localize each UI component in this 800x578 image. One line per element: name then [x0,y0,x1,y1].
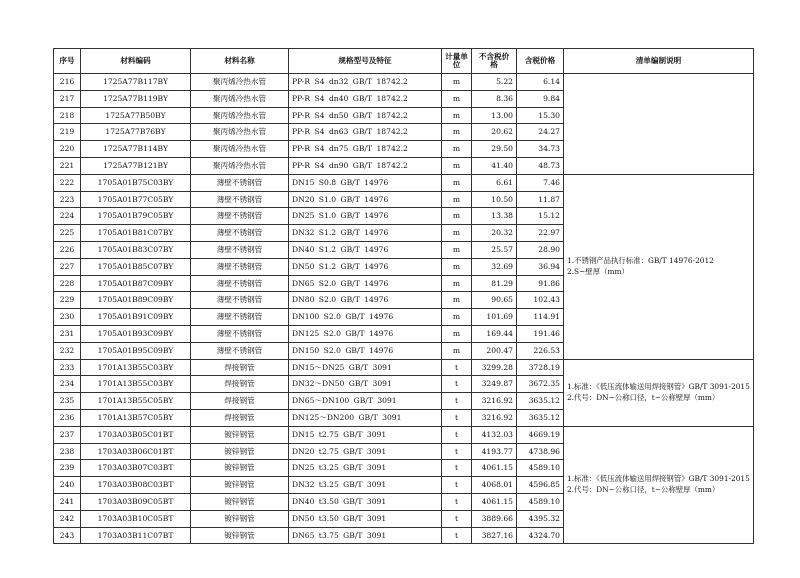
row-code: 1705A01B95C09BY [81,342,191,359]
row-unit: m [442,258,472,275]
row-unit: t [442,409,472,426]
row-spec: DN25 t3.25 GB/T 3091 [289,460,442,477]
row-spec: PP-R S4 dn32 GB/T 18742.2 [289,74,442,91]
row-price-inc: 3672.35 [517,376,564,393]
note-line: 2.代号：DN~公称口径，t~公称壁厚（mm） [567,485,720,495]
row-code: 1701A13B55C05BY [81,393,191,410]
row-price-inc: 4738.96 [517,443,564,460]
row-name: 薄壁不锈钢管 [191,309,289,326]
note-line: 1.标准：《低压流体输送用焊接钢管》GB/T 3091-2015 [567,474,750,484]
row-seq: 228 [54,275,81,292]
row-seq: 242 [54,510,81,527]
row-price-inc: 3635.12 [517,393,564,410]
row-price-inc: 191.46 [517,325,564,342]
row-seq: 235 [54,393,81,410]
row-spec: DN32 t3.25 GB/T 3091 [289,477,442,494]
row-spec: DN15 S0.8 GB/T 14976 [289,174,442,191]
header-spec: 规格型号及特征 [289,49,442,74]
row-name: 聚丙烯冷热水管 [191,90,289,107]
row-spec: DN125 S2.0 GB/T 14976 [289,325,442,342]
row-code: 1705A01B85C07BY [81,258,191,275]
row-code: 1705A01B89C09BY [81,292,191,309]
row-seq: 239 [54,460,81,477]
row-name: 薄壁不锈钢管 [191,258,289,275]
row-seq: 226 [54,241,81,258]
row-price-ex: 13.00 [472,107,517,124]
row-price-ex: 20.32 [472,225,517,242]
row-spec: DN15 t2.75 GB/T 3091 [289,426,442,443]
row-price-ex: 3216.92 [472,393,517,410]
row-price-ex: 25.57 [472,241,517,258]
row-seq: 219 [54,124,81,141]
row-code: 1725A77B76BY [81,124,191,141]
row-price-inc: 24.27 [517,124,564,141]
row-code: 1703A03B09C05BT [81,493,191,510]
row-seq: 224 [54,208,81,225]
row-code: 1701A13B55C03BY [81,359,191,376]
row-seq: 231 [54,325,81,342]
row-price-inc: 36.94 [517,258,564,275]
row-seq: 225 [54,225,81,242]
row-price-ex: 41.40 [472,157,517,174]
table-row [54,426,754,443]
row-price-inc: 7.46 [517,174,564,191]
row-spec: DN25 S1.0 GB/T 14976 [289,208,442,225]
row-unit: m [442,191,472,208]
row-name: 焊接钢管 [191,376,289,393]
row-seq: 220 [54,141,81,158]
row-name: 聚丙烯冷热水管 [191,141,289,158]
row-code: 1725A77B119BY [81,90,191,107]
row-name: 薄壁不锈钢管 [191,208,289,225]
row-price-inc: 102.43 [517,292,564,309]
row-code: 1703A03B07C03BT [81,460,191,477]
note-line: 2.代号：DN~公称口径，t~公称壁厚（mm） [567,392,720,402]
row-name: 镀锌钢管 [191,477,289,494]
row-code: 1703A03B06C01BT [81,443,191,460]
row-name: 镀锌钢管 [191,493,289,510]
row-code: 1725A77B114BY [81,141,191,158]
row-spec: PP-R S4 dn50 GB/T 18742.2 [289,107,442,124]
row-spec: PP-R S4 dn90 GB/T 18742.2 [289,157,442,174]
header-code: 材料编码 [81,49,191,74]
row-seq: 217 [54,90,81,107]
row-spec: DN65 t3.75 GB/T 3091 [289,527,442,544]
row-seq: 222 [54,174,81,191]
row-seq: 218 [54,107,81,124]
row-price-ex: 13.38 [472,208,517,225]
row-seq: 229 [54,292,81,309]
row-name: 镀锌钢管 [191,426,289,443]
row-spec: DN20 t2.75 GB/T 3091 [289,443,442,460]
row-code: 1703A03B08C03BT [81,477,191,494]
row-code: 1705A01B91C09BY [81,309,191,326]
row-spec: DN150 S2.0 GB/T 14976 [289,342,442,359]
row-unit: m [442,325,472,342]
row-name: 焊接钢管 [191,393,289,410]
row-code: 1705A01B75C03BY [81,174,191,191]
row-price-inc: 4324.70 [517,527,564,544]
row-price-ex: 10.50 [472,191,517,208]
row-unit: t [442,359,472,376]
row-spec: DN40 S1.2 GB/T 14976 [289,241,442,258]
row-name: 薄壁不锈钢管 [191,342,289,359]
table-row [54,359,754,376]
note-line: 1.标准：《低压流体输送用焊接钢管》GB/T 3091-2015 [567,381,750,391]
table-row [54,74,754,91]
row-seq: 223 [54,191,81,208]
row-seq: 234 [54,376,81,393]
row-unit: m [442,141,472,158]
row-seq: 216 [54,74,81,91]
header-price-inc: 含税价格 [517,49,564,74]
row-price-inc: 4596.85 [517,477,564,494]
row-price-inc: 9.84 [517,90,564,107]
row-unit: t [442,426,472,443]
row-unit: t [442,393,472,410]
row-spec: PP-R S4 dn63 GB/T 18742.2 [289,124,442,141]
row-seq: 241 [54,493,81,510]
row-price-ex: 101.69 [472,309,517,326]
row-price-ex: 169.44 [472,325,517,342]
note-line: 1.不锈钢产品执行标准：GB/T 14976-2012 [567,255,714,265]
row-code: 1703A03B05C01BT [81,426,191,443]
note-line: 2.S~壁厚（mm） [567,266,629,276]
row-spec: DN40 t3.50 GB/T 3091 [289,493,442,510]
row-name: 镀锌钢管 [191,460,289,477]
row-price-ex: 3827.16 [472,527,517,544]
row-name: 聚丙烯冷热水管 [191,157,289,174]
row-unit: t [442,493,472,510]
row-seq: 236 [54,409,81,426]
row-seq: 237 [54,426,81,443]
row-price-ex: 29.50 [472,141,517,158]
row-name: 镀锌钢管 [191,510,289,527]
row-name: 薄壁不锈钢管 [191,191,289,208]
row-seq: 238 [54,443,81,460]
row-name: 聚丙烯冷热水管 [191,107,289,124]
row-price-inc: 4395.32 [517,510,564,527]
header-seq: 序号 [54,49,81,74]
row-name: 镀锌钢管 [191,527,289,544]
row-code: 1705A01B93C09BY [81,325,191,342]
row-price-ex: 3889.66 [472,510,517,527]
row-price-ex: 3299.28 [472,359,517,376]
row-price-ex: 8.36 [472,90,517,107]
row-name: 薄壁不锈钢管 [191,241,289,258]
row-code: 1725A77B50BY [81,107,191,124]
row-seq: 232 [54,342,81,359]
row-code: 1703A03B10C05BT [81,510,191,527]
row-spec: DN32～DN50 GB/T 3091 [289,376,442,393]
row-unit: m [442,225,472,242]
material-price-table [53,48,754,544]
row-unit: m [442,275,472,292]
row-price-ex: 3249.87 [472,376,517,393]
row-name: 薄壁不锈钢管 [191,275,289,292]
row-code: 1705A01B87C09BY [81,275,191,292]
row-price-inc: 22.97 [517,225,564,242]
row-price-inc: 34.73 [517,141,564,158]
note-cell [564,74,754,175]
row-price-ex: 4061.15 [472,460,517,477]
row-price-inc: 11.87 [517,191,564,208]
row-price-ex: 200.47 [472,342,517,359]
row-name: 薄壁不锈钢管 [191,225,289,242]
row-unit: m [442,157,472,174]
row-unit: m [442,292,472,309]
row-price-ex: 20.62 [472,124,517,141]
row-code: 1725A77B117BY [81,74,191,91]
row-spec: DN15～DN25 GB/T 3091 [289,359,442,376]
row-price-inc: 91.86 [517,275,564,292]
row-code: 1725A77B121BY [81,157,191,174]
row-unit: m [442,74,472,91]
row-unit: t [442,477,472,494]
row-name: 镀锌钢管 [191,443,289,460]
row-price-ex: 4132.03 [472,426,517,443]
row-spec: DN80 S2.0 GB/T 14976 [289,292,442,309]
row-name: 焊接钢管 [191,409,289,426]
row-name: 聚丙烯冷热水管 [191,124,289,141]
row-price-inc: 226.53 [517,342,564,359]
header-row [54,49,754,74]
row-name: 薄壁不锈钢管 [191,325,289,342]
row-name: 薄壁不锈钢管 [191,174,289,191]
row-name: 薄壁不锈钢管 [191,292,289,309]
note-cell [564,174,754,359]
row-code: 1701A13B55C03BY [81,376,191,393]
row-price-inc: 15.12 [517,208,564,225]
row-unit: t [442,527,472,544]
row-price-inc: 6.14 [517,74,564,91]
row-price-ex: 32.69 [472,258,517,275]
row-spec: DN100 S2.0 GB/T 14976 [289,309,442,326]
row-unit: m [442,90,472,107]
row-price-inc: 114.91 [517,309,564,326]
row-code: 1705A01B83C07BY [81,241,191,258]
row-price-inc: 3728.19 [517,359,564,376]
row-price-inc: 4589.10 [517,460,564,477]
row-unit: m [442,174,472,191]
row-unit: m [442,208,472,225]
row-spec: DN50 t3.50 GB/T 3091 [289,510,442,527]
row-name: 聚丙烯冷热水管 [191,74,289,91]
note-cell [564,359,754,426]
table-row [54,174,754,191]
row-unit: t [442,376,472,393]
row-code: 1701A13B57C05BY [81,409,191,426]
row-price-ex: 6.61 [472,174,517,191]
row-seq: 227 [54,258,81,275]
header-price-ex: 不含税价 格 [472,49,517,74]
row-price-ex: 4061.15 [472,493,517,510]
row-spec: DN65～DN100 GB/T 3091 [289,393,442,410]
row-price-ex: 3216.92 [472,409,517,426]
row-code: 1705A01B77C05BY [81,191,191,208]
row-seq: 221 [54,157,81,174]
row-spec: PP-R S4 dn75 GB/T 18742.2 [289,141,442,158]
row-price-inc: 48.73 [517,157,564,174]
row-unit: m [442,241,472,258]
row-unit: t [442,443,472,460]
header-name: 材料名称 [191,49,289,74]
row-unit: m [442,124,472,141]
row-unit: m [442,309,472,326]
row-price-inc: 3635.12 [517,409,564,426]
header-note: 清单编制说明 [564,49,754,74]
row-price-ex: 90.65 [472,292,517,309]
row-spec: DN32 S1.2 GB/T 14976 [289,225,442,242]
row-seq: 243 [54,527,81,544]
header-unit: 计量单位 [442,49,472,74]
row-price-ex: 4193.77 [472,443,517,460]
row-code: 1703A03B11C07BT [81,527,191,544]
row-code: 1705A01B79C05BY [81,208,191,225]
note-cell [564,426,754,544]
row-spec: PP-R S4 dn40 GB/T 18742.2 [289,90,442,107]
table-body [54,74,754,544]
row-unit: m [442,342,472,359]
row-seq: 240 [54,477,81,494]
row-price-inc: 15.30 [517,107,564,124]
row-price-inc: 28.90 [517,241,564,258]
row-spec: DN50 S1.2 GB/T 14976 [289,258,442,275]
row-unit: m [442,107,472,124]
row-price-inc: 4589.10 [517,493,564,510]
row-spec: DN20 S1.0 GB/T 14976 [289,191,442,208]
row-price-ex: 5.22 [472,74,517,91]
row-unit: t [442,460,472,477]
row-seq: 233 [54,359,81,376]
row-spec: DN125～DN200 GB/T 3091 [289,409,442,426]
row-price-ex: 81.29 [472,275,517,292]
row-spec: DN65 S2.0 GB/T 14976 [289,275,442,292]
row-name: 焊接钢管 [191,359,289,376]
row-unit: t [442,510,472,527]
row-price-inc: 4669.19 [517,426,564,443]
row-price-ex: 4068.01 [472,477,517,494]
row-code: 1705A01B81C07BY [81,225,191,242]
row-seq: 230 [54,309,81,326]
